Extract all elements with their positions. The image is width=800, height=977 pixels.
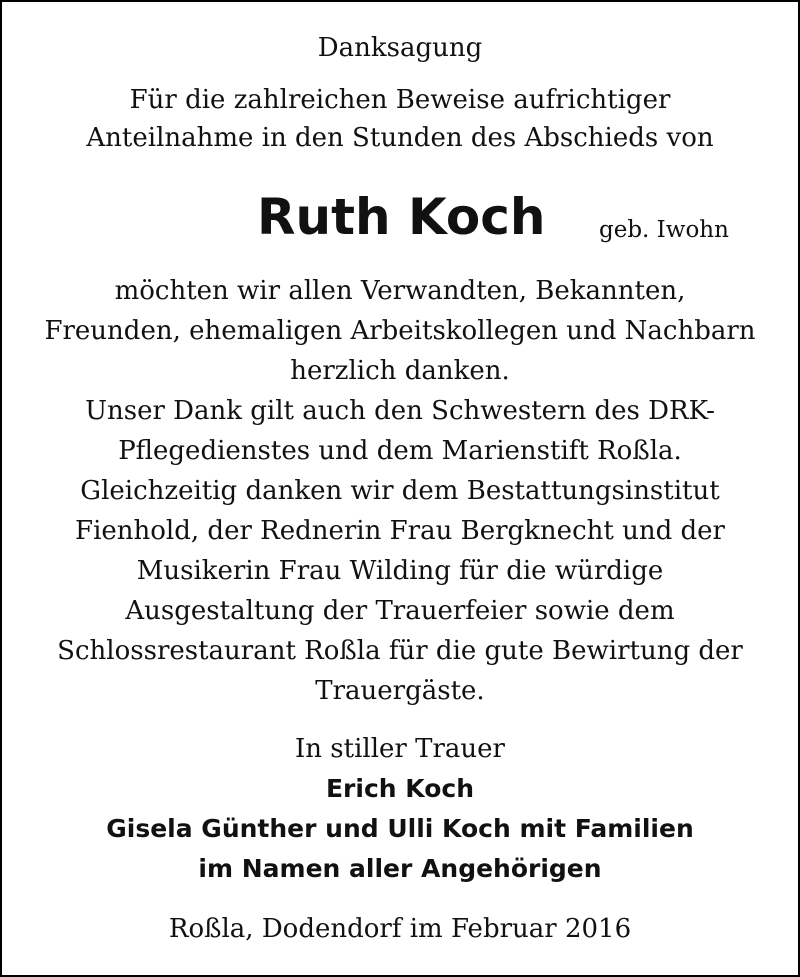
intro-line: Für die zahlreichen Beweise aufrichtiger xyxy=(129,85,671,115)
body-line: Ausgestaltung der Trauerfeier sowie dem xyxy=(125,596,675,626)
body-line: Pflegedienstes und dem Marienstift Roßla. xyxy=(118,436,682,466)
body-line: Unser Dank gilt auch den Schwestern des DRK- xyxy=(85,396,715,426)
mourning-label: In stiller Trauer xyxy=(295,734,505,764)
body-line: Musikerin Frau Wilding für die würdige xyxy=(136,556,664,586)
body-line: Fienhold, der Rednerin Frau Bergknecht und der xyxy=(75,516,725,546)
body-line: Freunden, ehemaligen Arbeitskollegen und Nachbarn xyxy=(44,316,756,346)
mourner-line: im Namen aller Angehörigen xyxy=(198,854,602,883)
body-line: möchten wir allen Verwandten, Bekannten, xyxy=(114,276,686,306)
body-line: Schlossrestaurant Roßla für die gute Bewirtung der xyxy=(57,636,743,666)
mourner-line: Gisela Günther und Ulli Koch mit Familien xyxy=(106,814,694,843)
notice-heading: Danksagung xyxy=(317,33,483,63)
birth-name: geb. Iwohn xyxy=(599,217,729,243)
name-row xyxy=(2,182,798,252)
body-line: Trauergäste. xyxy=(315,676,485,706)
intro-line: Anteilnahme in den Stunden des Abschieds von xyxy=(86,123,714,153)
body-line: herzlich danken. xyxy=(290,356,510,386)
body-line: Gleichzeitig danken wir dem Bestattungsinstitut xyxy=(80,476,720,506)
mourner-line: Erich Koch xyxy=(325,774,475,803)
place-date: Roßla, Dodendorf im Februar 2016 xyxy=(168,914,632,944)
deceased-name: Ruth Koch xyxy=(257,188,546,246)
